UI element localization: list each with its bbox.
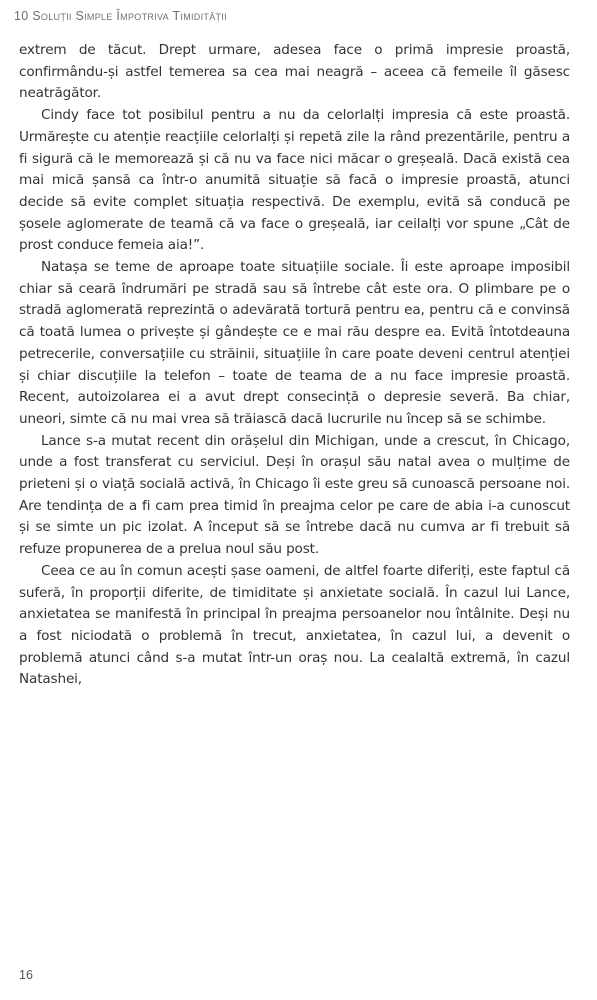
page-number: 16 <box>19 968 33 982</box>
paragraph-continued: extrem de tăcut. Drept urmare, adesea face o primă impresie proastă, confirmându-și astfel temerea sa cea mai neagră – aceea că femeile îl găsesc neatrăgător. <box>19 42 570 102</box>
body-text <box>19 40 570 691</box>
paragraph-common: Ceea ce au în comun acești șase oameni, de altfel foarte diferiți, este faptul că suferă, în proporții diferite, de timiditate și anxietate socială. În cazul lui Lance, anxietatea se manifestă în principal în preajma persoanelor nou întâlnite. Deși nu a fost niciodată o problemă în trecut, anxietatea, în cazul lui, a devenit o problemă atunci când s-a mutat într-un oraș nou. La cealaltă extremă, în cazul Natashei, <box>19 562 570 688</box>
paragraph-lance: Lance s-a mutat recent din orășelul din Michigan, unde a crescut, în Chicago, unde a fost transferat cu serviciul. Deși în orașul său natal avea o mulțime de prieteni și o viață socială activă, în Chicago îi este greu să cunoască persoane noi. Are tendința de a fi cam prea timid în preajma celor pe care de abia i-a cunoscut și se simte un pic izolat. A început să se întrebe dacă nu cumva ar fi trebuit să refuze propunerea de a prelua noul său post. <box>19 432 570 558</box>
paragraph-cindy: Cindy face tot posibilul pentru a nu da celorlalți impresia că este proastă. Urmărește cu atenție reacțiile celorlalți și repetă zile la rând prezentările, pentru a fi sigură că le memorează și că nu va face nici măcar o greșeală. Dacă există cea mai mică șansă ca într-o anumită situație să facă o impresie proastă, atunci decide să evite complet situația respectivă. De exemplu, evită să conducă pe șosele aglomerate de teamă că va face o greșeală, iar ceilalți vor spune „Cât de prost conduce femeia aia!”. <box>19 107 570 254</box>
paragraph-natasa: Natașa se teme de aproape toate situațiile sociale. Îi este aproape imposibil chiar să ceară îndrumări pe stradă sau să întrebe cât este ora. O plimbare pe o stradă aglomerată reprezintă o adevărată tortură pentru ea, pentru că e convinsă că toată lumea o privește și gândește ce e mai rău despre ea. Evită întotdeauna petrecerile, conversațiile cu străinii, situațiile în care poate deveni centrul atenției și chiar discuțiile la telefon – toate de teama de a nu face impresie proastă. Recent, autoizolarea ei a avut drept consecință o depresie severă. Ba chiar, uneori, simte că nu mai vrea să trăiască dacă lucrurile nu încep să se schimbe. <box>19 259 570 427</box>
running-header: 10 Soluții Simple Împotriva Timidității <box>14 9 227 23</box>
